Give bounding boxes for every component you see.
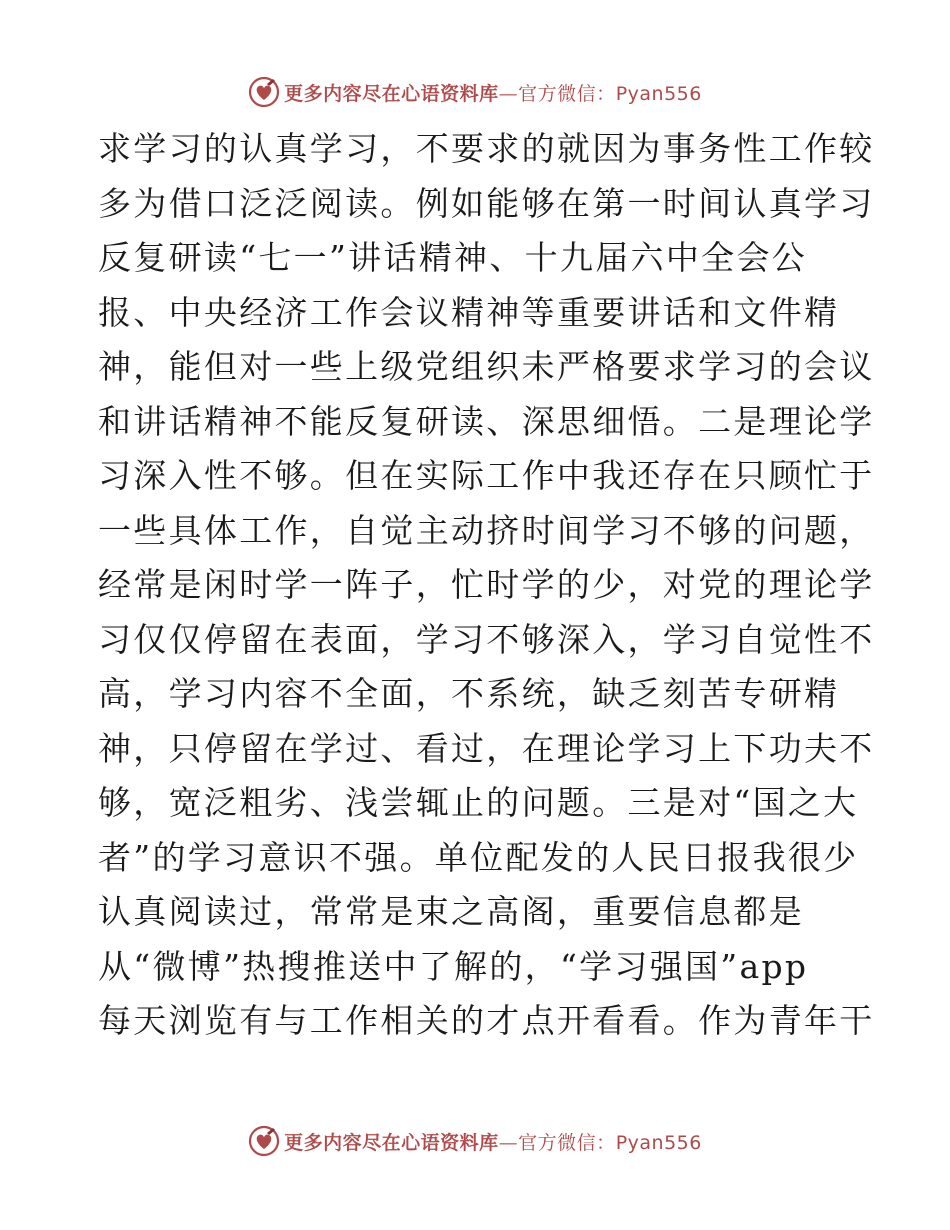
text-line: 高，学习内容不全面，不系统，缺乏刻苦专研精 bbox=[98, 674, 840, 713]
text-line: 习深入性不够。但在实际工作中我还存在只顾忙于 bbox=[98, 456, 875, 495]
text-line: 求学习的认真学习，不要求的就因为事务性工作较 bbox=[98, 129, 875, 168]
watermark-brand: 更多内容尽在心语资料库 bbox=[284, 82, 499, 105]
watermark-wechat-label: 官方微信： bbox=[518, 82, 616, 105]
text-line: 报、中央经济工作会议精神等重要讲话和文件精 bbox=[98, 292, 840, 332]
text-line: 和讲话精神不能反复研读、深思细悟。二是理论学 bbox=[98, 401, 875, 441]
footer-watermark bbox=[0, 1121, 950, 1161]
watermark-wechat-label: 官方微信： bbox=[518, 1131, 616, 1154]
text-line: 习仅仅停留在表面，学习不够深入，学习自觉性不 bbox=[98, 619, 875, 659]
watermark-text bbox=[284, 1128, 702, 1155]
watermark-text bbox=[284, 79, 702, 106]
text-line: 认真阅读过，常常是束之高阁，重要信息都是 bbox=[98, 892, 804, 931]
text-line: 者”的学习意识不强。单位配发的人民日报我很少 bbox=[98, 837, 859, 877]
heart-pen-logo-icon bbox=[248, 1125, 280, 1157]
text-line: 神，只停留在学过、看过，在理论学习上下功夫不 bbox=[98, 728, 875, 768]
document-body bbox=[98, 122, 875, 1049]
heart-pen-logo-icon bbox=[248, 76, 280, 108]
watermark-separator: — bbox=[498, 1131, 519, 1154]
watermark-wechat-id: Pyan556 bbox=[615, 1131, 702, 1154]
text-line: 每天浏览有与工作相关的才点开看看。作为青年干 bbox=[98, 1001, 875, 1040]
watermark-wechat-id: Pyan556 bbox=[615, 82, 702, 105]
header-watermark bbox=[0, 72, 950, 112]
text-line: 神，能但对一些上级党组织未严格要求学习的会议 bbox=[98, 347, 875, 386]
text-line: 多为借口泛泛阅读。例如能够在第一时间认真学习 bbox=[98, 183, 875, 223]
text-line: 一些具体工作，自觉主动挤时间学习不够的问题， bbox=[98, 510, 875, 550]
text-line: 够，宽泛粗劣、浅尝辄止的问题。三是对“国之大 bbox=[98, 783, 859, 822]
text-line: 从“微博”热搜推送中了解的，“学习强国”app bbox=[98, 946, 809, 986]
watermark-separator: — bbox=[498, 82, 519, 105]
text-line: 经常是闲时学一阵子，忙时学的少，对党的理论学 bbox=[98, 565, 875, 604]
text-line: 反复研读“七一”讲话精神、十九届六中全会公 bbox=[98, 238, 808, 277]
watermark-brand: 更多内容尽在心语资料库 bbox=[284, 1131, 499, 1154]
